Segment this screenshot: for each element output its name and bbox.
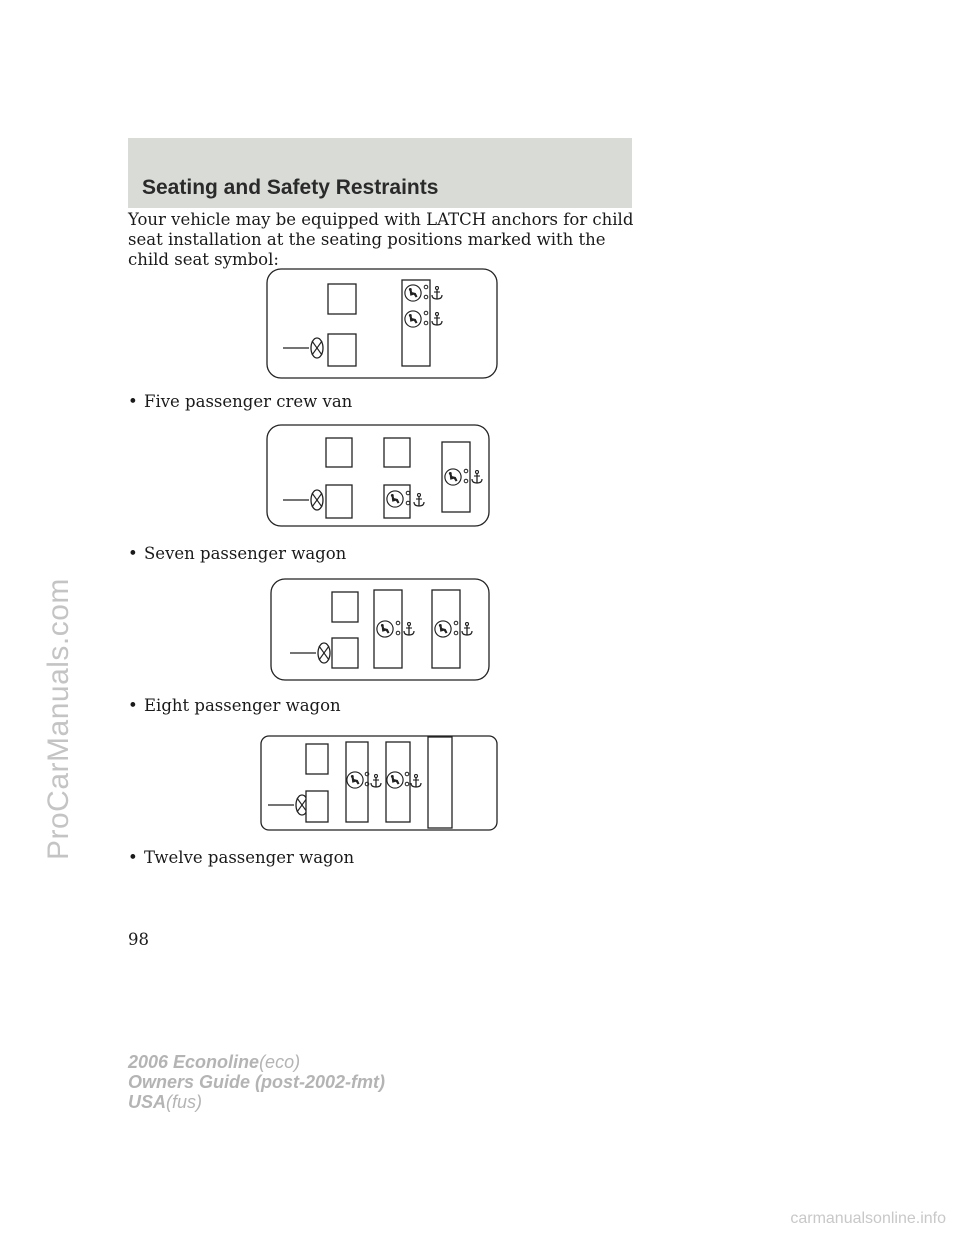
document-footer: 2006 Econoline(eco) Owners Guide (post-2002-fmt) USA(fus) bbox=[128, 1052, 386, 1112]
child-seat-icon bbox=[435, 621, 451, 637]
diagram-twelve-passenger bbox=[260, 734, 500, 832]
diagram-five-passenger bbox=[266, 268, 500, 380]
caption-eight-passenger: • Eight passenger wagon bbox=[128, 696, 341, 715]
child-seat-icon bbox=[405, 285, 421, 301]
page-number: 98 bbox=[128, 930, 149, 949]
front-seat-driver-lower bbox=[306, 791, 328, 822]
watermark-text: ProCarManuals.com bbox=[42, 578, 75, 860]
front-seat-driver-lower bbox=[326, 485, 352, 518]
middle-seat-upper bbox=[384, 438, 410, 467]
front-seat-driver bbox=[326, 438, 352, 467]
child-seat-icon bbox=[347, 772, 363, 788]
diagram-eight-passenger bbox=[270, 578, 492, 682]
front-seat-driver bbox=[328, 284, 356, 314]
child-seat-icon bbox=[377, 621, 393, 637]
watermark-vertical bbox=[0, 0, 75, 1242]
caption-twelve-passenger: • Twelve passenger wagon bbox=[128, 848, 355, 867]
front-seat-driver-lower bbox=[332, 638, 358, 668]
child-seat-icon bbox=[445, 469, 461, 485]
vehicle-outline bbox=[267, 269, 497, 378]
child-seat-icon bbox=[387, 772, 403, 788]
page-title: Seating and Safety Restraints bbox=[142, 176, 439, 199]
vehicle-outline bbox=[261, 736, 497, 830]
rear-bench-seat bbox=[428, 737, 452, 828]
bullet: • bbox=[128, 392, 138, 411]
section-header bbox=[128, 138, 632, 208]
bullet: • bbox=[128, 544, 138, 563]
front-seat-driver bbox=[306, 744, 328, 774]
bullet: • bbox=[128, 848, 138, 867]
footer-watermark: carmanualsonline.info bbox=[790, 1210, 946, 1227]
front-seat-driver-lower bbox=[328, 334, 356, 366]
diagram-seven-passenger bbox=[266, 424, 492, 528]
front-seat-driver bbox=[332, 592, 358, 622]
child-seat-icon bbox=[387, 491, 403, 507]
caption-five-passenger: • Five passenger crew van bbox=[128, 392, 353, 411]
child-seat-icon bbox=[405, 311, 421, 327]
bullet: • bbox=[128, 696, 138, 715]
caption-seven-passenger: • Seven passenger wagon bbox=[128, 544, 347, 563]
intro-paragraph: Your vehicle may be equipped with LATCH anchors for child seat installation at the seating positions marked with the child seat symbol: bbox=[128, 210, 634, 269]
